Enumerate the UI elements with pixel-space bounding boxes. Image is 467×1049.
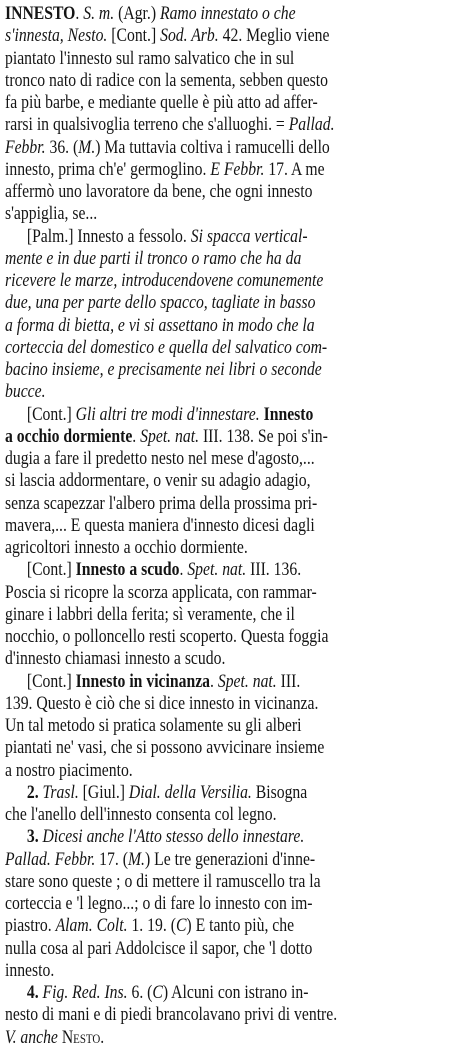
definition-block xyxy=(5,3,464,226)
text-line xyxy=(5,159,463,181)
text-segment: Spet. nat. xyxy=(187,559,247,581)
text-segment: Fig. Red. Ins. xyxy=(42,982,128,1003)
text-segment: stare sono queste ; o di mettere il ramuscello tra la xyxy=(5,870,321,892)
text-segment: 17. ( xyxy=(95,848,128,870)
text-segment: ricevere le marze, introducendovene comunemente xyxy=(5,270,324,291)
text-line xyxy=(5,737,463,759)
text-segment: d'innesto chiamasi innesto a scudo. xyxy=(5,648,226,670)
text-line xyxy=(5,893,463,915)
text-segment: 139. Questo è ciò che si dice innesto in vicinanza. xyxy=(5,692,319,714)
text-segment: . xyxy=(179,559,188,581)
text-line xyxy=(5,270,463,292)
text-line xyxy=(5,114,463,136)
sense-3-block xyxy=(5,826,464,982)
text-segment: ginare i labbri della ferita; sì veramente, che il xyxy=(5,603,295,625)
text-segment: 1. 19. ( xyxy=(127,915,176,937)
text-line xyxy=(5,48,463,70)
text-segment: S. m. xyxy=(83,3,115,24)
text-line xyxy=(5,337,463,359)
text-segment: Febbr. xyxy=(5,136,46,158)
text-segment: . xyxy=(132,425,141,447)
text-line xyxy=(5,582,463,604)
cont-occhio-block xyxy=(5,404,464,560)
text-line xyxy=(5,381,463,403)
text-line xyxy=(5,404,467,426)
text-segment: Innesto in vicinanza xyxy=(75,670,211,692)
text-line xyxy=(5,960,463,982)
text-segment: piantato l'innesto sul ramo salvatico che in sul xyxy=(5,47,295,69)
text-line xyxy=(5,760,463,782)
text-segment: [Giul.] xyxy=(78,781,129,803)
text-segment: a occhio dormiente xyxy=(5,425,133,447)
text-segment: . xyxy=(75,3,84,24)
text-segment: fa più barbe, e mediante quelle è più atto ad affer- xyxy=(5,92,318,113)
text-segment: corteccia e 'l legno...; o di fare lo innesto con im- xyxy=(5,893,313,914)
text-segment: [Cont.] xyxy=(107,25,161,47)
text-line xyxy=(5,515,463,537)
text-segment: dugia a fare il predetto nesto nel mese d'agosto,... xyxy=(5,448,315,469)
text-segment: . xyxy=(210,670,218,692)
text-segment: piastro. xyxy=(5,915,56,937)
text-segment: a forma di bietta, e vi si assettano in modo che la xyxy=(5,314,315,336)
text-segment: 42. Meglio viene xyxy=(218,25,330,47)
text-line xyxy=(5,470,463,492)
text-line xyxy=(5,826,467,848)
text-segment: Dicesi anche l'Atto stesso dello innestare. xyxy=(42,826,305,848)
text-line xyxy=(5,426,463,448)
text-segment: senza scapezzar l'albero prima della prossima pri- xyxy=(5,492,318,514)
text-line xyxy=(5,203,463,225)
text-segment: Pallad. Febbr. xyxy=(5,848,96,870)
text-segment: Pallad. xyxy=(288,114,335,136)
text-line xyxy=(5,92,463,114)
text-segment: 6. ( xyxy=(127,982,153,1003)
text-segment: ) Ma tuttavia coltiva i ramucelli dello xyxy=(95,136,330,158)
text-line xyxy=(5,671,467,693)
text-line xyxy=(5,3,463,25)
text-segment: Trasl. xyxy=(42,781,79,803)
text-line xyxy=(5,804,463,826)
text-segment: 2. xyxy=(26,781,43,803)
text-segment: Sod. Arb. xyxy=(160,25,219,47)
text-segment: ) E tanto più, che xyxy=(186,915,295,937)
text-line xyxy=(5,292,463,314)
text-segment: Spet. nat. xyxy=(140,425,200,447)
text-segment: ) Le tre generazioni d'inne- xyxy=(144,848,316,870)
text-segment: M. xyxy=(127,848,145,870)
text-segment: s'innesta, Nesto. xyxy=(5,25,108,47)
text-segment: III. 136. xyxy=(246,559,302,581)
text-segment: C xyxy=(152,982,163,1003)
text-line xyxy=(5,315,463,337)
text-segment: bucce. xyxy=(5,381,46,403)
text-segment: affermò uno lavoratore da bene, che ogni innesto xyxy=(5,181,313,202)
text-segment: tronco nato di radice con la sementa, sebben questo xyxy=(5,69,329,91)
text-segment: III. xyxy=(276,670,301,692)
text-segment: E Febbr. xyxy=(210,158,265,180)
text-segment: s'appiglia, se... xyxy=(5,203,98,225)
text-segment: piantati ne' vasi, che si possono avvicinare insieme xyxy=(5,737,325,759)
text-segment: 36. ( xyxy=(45,136,79,158)
text-segment: (Agr.) xyxy=(114,3,160,24)
text-line xyxy=(5,25,463,47)
text-segment: Alam. Colt. xyxy=(55,915,128,937)
entry-innesto xyxy=(5,3,464,1049)
text-line xyxy=(5,137,463,159)
text-segment: Spet. nat. xyxy=(217,670,277,692)
text-line xyxy=(5,493,463,515)
text-segment: innesto, prima ch'e' germoglino. xyxy=(5,158,211,180)
text-line xyxy=(5,1027,463,1049)
text-segment: INNESTO xyxy=(5,3,76,24)
text-line xyxy=(5,849,463,871)
text-segment: Innesto a scudo xyxy=(75,559,180,581)
text-segment: . xyxy=(100,1026,105,1048)
text-segment: [Cont.] xyxy=(26,559,76,581)
text-segment: Dial. della Versilia. xyxy=(128,781,252,803)
text-line xyxy=(5,226,467,248)
text-segment: mavera,... E questa maniera d'innesto dicesi dagli xyxy=(5,514,315,536)
cont-vicinanza-block xyxy=(5,671,464,782)
text-segment: che l'anello dell'innesto consenta col legno. xyxy=(5,804,277,825)
text-segment: corteccia del domestico e quella del salvatico com- xyxy=(5,336,328,358)
text-segment: nulla cosa al pari Addolcisce il sapor, che 'l dotto xyxy=(5,937,313,959)
sense-4-block xyxy=(5,982,464,1049)
text-segment: agricoltori innesto a occhio dormiente. xyxy=(5,537,248,558)
text-segment: 3. xyxy=(26,826,43,848)
text-line xyxy=(5,448,463,470)
text-segment: si lascia addormentare, o venir su adagio adagio, xyxy=(5,470,311,492)
text-segment: mente e in due parti il tronco o ramo che ha da xyxy=(5,247,302,269)
text-segment: III. 138. Se poi s'in- xyxy=(199,425,328,447)
text-segment: rarsi in qualsivoglia terreno che s'alluoghi. = xyxy=(5,114,289,136)
text-segment: Si spacca vertical- xyxy=(190,225,308,247)
text-line xyxy=(5,1004,463,1026)
text-line xyxy=(5,626,463,648)
text-segment: Poscia si ricopre la scorza applicata, con rammar- xyxy=(5,581,317,603)
text-segment: M. xyxy=(78,136,96,158)
text-line xyxy=(5,693,463,715)
sense-2-block xyxy=(5,782,464,827)
text-segment: nocchio, o polloncello resti scoperto. Questa foggia xyxy=(5,626,329,647)
text-segment: 4. xyxy=(26,982,43,1003)
text-segment: innesto. xyxy=(5,959,55,981)
text-segment: due, una per parte dello spacco, tagliate in basso xyxy=(5,292,316,314)
text-line xyxy=(5,559,467,581)
text-line xyxy=(5,871,463,893)
text-line xyxy=(5,604,463,626)
text-segment: Un tal metodo si pratica solamente su gli alberi xyxy=(5,715,302,736)
text-segment: C xyxy=(175,915,187,937)
text-line xyxy=(5,982,467,1004)
text-line xyxy=(5,938,463,960)
text-segment: Gli altri tre modi d'innestare. xyxy=(75,403,260,425)
text-segment: Nesto xyxy=(61,1026,101,1048)
text-segment: Innesto xyxy=(259,403,314,425)
text-line xyxy=(5,181,463,203)
text-segment: V. anche xyxy=(5,1026,58,1048)
text-line xyxy=(5,648,463,670)
text-line xyxy=(5,359,463,381)
text-line xyxy=(5,782,467,804)
text-segment: bacino insieme, e precisamente nei libri o seconde xyxy=(5,359,322,380)
text-segment: a nostro piacimento. xyxy=(5,759,133,781)
text-segment: [Palm.] Innesto a fessolo. xyxy=(26,225,191,247)
text-segment: [Cont.] xyxy=(26,670,76,692)
text-segment: Bisogna xyxy=(251,781,308,803)
palm-block xyxy=(5,226,464,404)
text-segment: ) Alcuni con istrano in- xyxy=(162,982,309,1003)
text-line xyxy=(5,70,463,92)
text-line xyxy=(5,537,463,559)
text-line xyxy=(5,915,463,937)
text-segment: nesto di mani e di piedi brancolavano privi di ventre. xyxy=(5,1004,338,1026)
text-line xyxy=(5,715,463,737)
cont-scudo-block xyxy=(5,559,464,670)
text-line xyxy=(5,248,463,270)
text-segment: Ramo innestato o che xyxy=(159,3,296,24)
text-segment: [Cont.] xyxy=(26,403,76,425)
text-segment: 17. A me xyxy=(264,158,325,180)
